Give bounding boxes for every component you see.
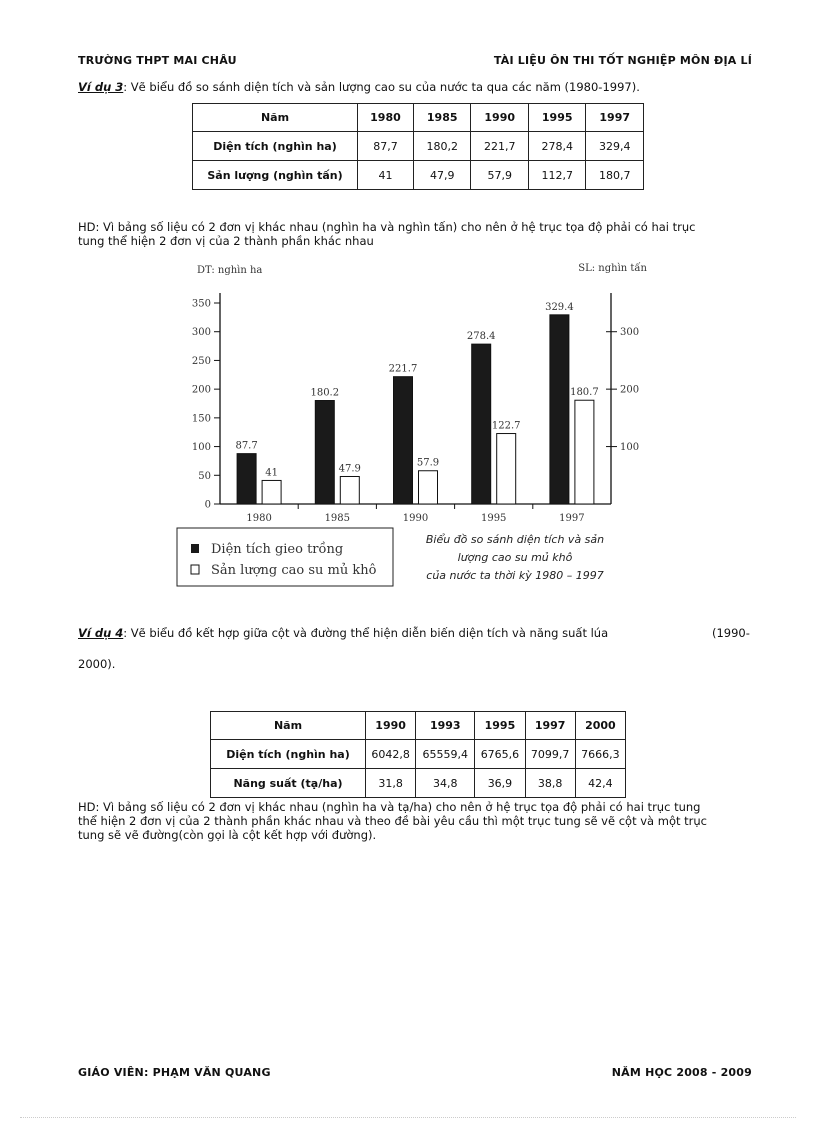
th-year: 1995 — [475, 712, 525, 740]
bar-output — [575, 400, 594, 504]
bar-area — [394, 377, 413, 504]
row-label: Diện tích (nghìn ha) — [193, 132, 358, 161]
legend-label-output: Sản lượng cao su mủ khô — [211, 563, 377, 578]
bar-value-label: 41 — [265, 467, 278, 479]
cell: 38,8 — [525, 769, 575, 798]
legend-swatch-area — [191, 544, 199, 553]
th-year: 1997 — [586, 104, 644, 132]
bar-value-label: 47.9 — [338, 463, 361, 475]
hd-3-line-1: HD: Vì bảng số liệu có 2 đơn vị khác nhau (nghìn ha và nghìn tấn) cho nên ở hệ trục tọa độ phải có hai trục — [78, 220, 696, 234]
bar-value-label: 329.4 — [545, 301, 574, 313]
hd-3-line-2: tung thể hiện 2 đơn vị của 2 thành phần khác nhau — [78, 234, 374, 248]
cell: 87,7 — [358, 132, 414, 161]
hd-4-line-3: tung sẽ vẽ đường(còn gọi là cột kết hợp với đường). — [78, 828, 377, 842]
footer-teacher: GIÁO VIÊN: PHẠM VĂN QUANG — [78, 1066, 271, 1079]
y-tick-label-left: 0 — [204, 499, 211, 511]
cell: 6765,6 — [475, 740, 525, 769]
cell: 329,4 — [586, 132, 644, 161]
table-row — [193, 132, 644, 161]
cell: 36,9 — [475, 769, 525, 798]
example-4-text: : Vẽ biểu đồ kết hợp giữa cột và đường thể hiện diễn biến diện tích và năng suất lúa — [123, 626, 609, 640]
bar-value-label: 221.7 — [388, 363, 418, 375]
th-year: 1985 — [413, 104, 471, 132]
page-bottom-rule — [20, 1117, 796, 1118]
x-tick-label: 1995 — [480, 513, 507, 524]
bar-output — [340, 476, 359, 504]
bar-value-label: 180.2 — [310, 387, 340, 399]
x-tick-label: 1980 — [246, 513, 272, 524]
cell: 180,2 — [413, 132, 471, 161]
example-3-text: : Vẽ biểu đồ so sánh diện tích và sản lượng cao su của nước ta qua các năm (1980-1997). — [123, 80, 640, 94]
th-year: 1995 — [528, 104, 586, 132]
x-tick-label: 1997 — [559, 513, 585, 524]
hd-4-line-2: thể hiện 2 đơn vị của 2 thành phần khác nhau và theo đề bài yêu cầu thì một trục tung sẽ vẽ cột và một trục — [78, 814, 708, 828]
cell: 57,9 — [471, 161, 529, 190]
y-axis-right-title: SL: nghìn tấn — [578, 263, 647, 274]
y-tick-label-left: 50 — [198, 470, 211, 482]
table-row — [193, 161, 644, 190]
y-axis-left-title: DT: nghìn ha — [197, 265, 263, 276]
legend-label-area: Diện tích gieo trồng — [211, 542, 344, 557]
cell: 7099,7 — [525, 740, 575, 769]
bar-area — [472, 344, 491, 504]
y-tick-label-left: 300 — [191, 327, 211, 339]
chart-title-line-2: lượng cao su mủ khô — [457, 551, 573, 564]
th-year: 1993 — [416, 712, 475, 740]
th-year: 2000 — [575, 712, 625, 740]
row-label: Sản lượng (nghìn tấn) — [193, 161, 358, 190]
th-year: Năm — [193, 104, 358, 132]
chart-title-line-1: Biểu đồ so sánh diện tích và sản — [425, 533, 605, 546]
cell: 278,4 — [528, 132, 586, 161]
y-tick-label-left: 200 — [191, 384, 211, 396]
cell: 65559,4 — [416, 740, 475, 769]
example-4-label: Ví dụ 4 — [78, 626, 124, 640]
chart-title-line-3: của nước ta thời kỳ 1980 – 1997 — [426, 569, 604, 582]
th-year: Năm — [211, 712, 366, 740]
table-row — [211, 740, 626, 769]
bar-area — [550, 315, 569, 504]
example-3-label: Ví dụ 3 — [78, 80, 124, 94]
cell: 31,8 — [366, 769, 416, 798]
y-tick-label-right: 300 — [620, 327, 640, 339]
y-tick-label-right: 100 — [620, 442, 640, 454]
bar-area — [237, 454, 256, 504]
th-year: 1997 — [525, 712, 575, 740]
footer-school-year: NĂM HỌC 2008 - 2009 — [611, 1066, 752, 1079]
rubber-chart — [175, 255, 655, 595]
row-label: Diện tích (nghìn ha) — [211, 740, 366, 769]
y-tick-label-left: 250 — [191, 355, 211, 367]
row-label: Năng suất (tạ/ha) — [211, 769, 366, 798]
table-rice — [210, 711, 626, 798]
header-doc-title: TÀI LIỆU ÔN THI TỐT NGHIỆP MÔN ĐỊA LÍ — [493, 54, 752, 67]
example-4-years-a: (1990- — [712, 626, 750, 640]
example-4-prompt — [78, 626, 608, 640]
x-tick-label: 1990 — [402, 513, 429, 524]
example-3-prompt — [78, 80, 640, 94]
cell: 112,7 — [528, 161, 586, 190]
th-year: 1990 — [471, 104, 529, 132]
header-school: TRƯỜNG THPT MAI CHÂU — [78, 54, 237, 67]
cell: 7666,3 — [575, 740, 625, 769]
cell: 41 — [358, 161, 414, 190]
th-year: 1990 — [366, 712, 416, 740]
y-tick-label-left: 350 — [191, 298, 211, 310]
cell: 42,4 — [575, 769, 625, 798]
hd-4-line-1: HD: Vì bảng số liệu có 2 đơn vị khác nhau (nghìn ha và tạ/ha) cho nên ở hệ trục tọa độ phải có hai trục tung — [78, 800, 701, 814]
bar-output — [497, 434, 516, 504]
bar-area — [315, 401, 334, 504]
cell: 47,9 — [413, 161, 471, 190]
bar-value-label: 87.7 — [235, 440, 258, 452]
bar-output — [262, 480, 281, 504]
table-row — [211, 769, 626, 798]
cell: 180,7 — [586, 161, 644, 190]
th-year: 1980 — [358, 104, 414, 132]
y-tick-label-left: 100 — [191, 442, 211, 454]
cell: 6042,8 — [366, 740, 416, 769]
x-tick-label: 1985 — [324, 513, 351, 524]
bar-value-label: 180.7 — [570, 387, 599, 399]
bar-value-label: 57.9 — [416, 457, 440, 469]
legend-swatch-output — [191, 565, 199, 574]
example-4-years-b: 2000). — [78, 657, 116, 671]
bar-value-label: 278.4 — [466, 331, 496, 343]
y-tick-label-right: 200 — [620, 384, 640, 396]
bar-output — [419, 471, 438, 504]
bar-value-label: 122.7 — [491, 420, 521, 432]
table-rubber — [192, 103, 644, 190]
y-tick-label-left: 150 — [191, 413, 211, 425]
cell: 221,7 — [471, 132, 529, 161]
cell: 34,8 — [416, 769, 475, 798]
